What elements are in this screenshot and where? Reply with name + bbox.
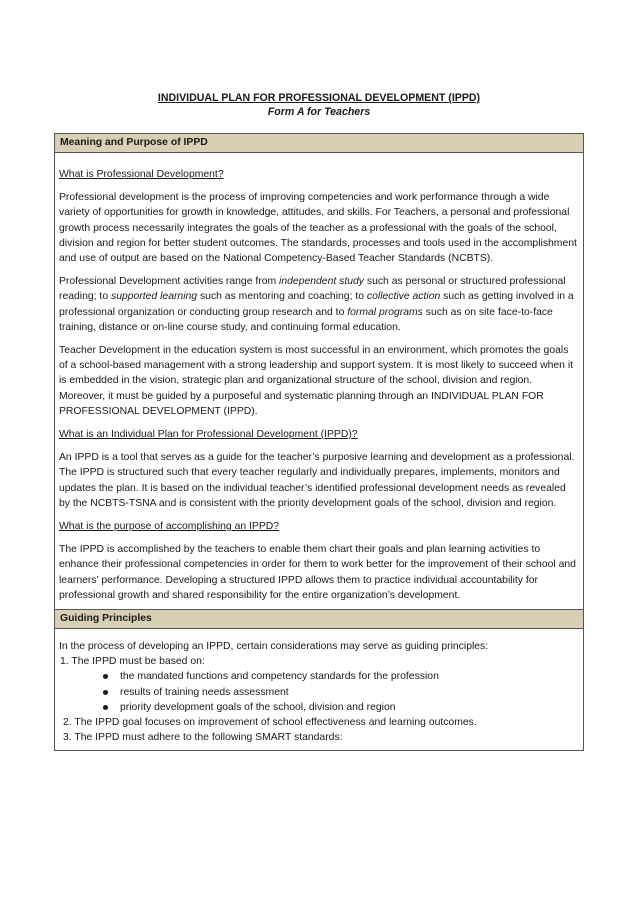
principle-item-3: 3. The IPPD must adhere to the following SMART standards: — [63, 732, 343, 744]
paragraph-teacher-development: Teacher Development in the education system is most successful in an environment, which promotes the goals of a school-based management with a strong leadership and support system. It is most likely to succeed when it is embedded in the vision, strategic plan and organizational structure of the school, division and region. Moreover, it must be guided by a purposeful and systematic planning through an INDIVIDUAL PLAN FOR PROFESSIONAL DEVELOPMENT (IPPD). — [59, 345, 574, 417]
paragraph-ippd-definition: An IPPD is a tool that serves as a guide for the teacher’s purposive learning and development as a professional. The IPPD is structured such that every teacher regularly and individually prepares, implements, monitors and updates the plan. It is based on the individual teacher’s identified professional development needs as revealed by the NCBTS-TSNA and is consistent with the priority development goals of the school, division and region. — [59, 452, 575, 509]
principle-item-1: 1. The IPPD must be based on: — [60, 656, 205, 668]
list-item: the mandated functions and competency standards for the profession — [103, 669, 579, 684]
section-heading-guiding-principles: Guiding Principles — [55, 609, 583, 629]
principle-1-bullet-list — [59, 669, 579, 715]
paragraph-pd-definition: Professional development is the process of improving competencies and work performance through a wide variety of opportunities for growth in knowledge, attitudes, and skills. For Teachers, a personal and professional growth process necessarily integrates the goals of the teacher as a professional with the goals of the school, division and region for better student outcomes. The standards, processes and tools used in the accomplishment and use of output are based on the National Competency-Based Teacher Standards (NCBTS). — [59, 192, 577, 265]
content-table — [54, 133, 584, 751]
paragraph-ippd-purpose: The IPPD is accomplished by the teachers to enable them chart their goals and plan learning activities to enhance their professional competencies in order for them to work better for the improvement of their school and learners’ performance. Developing a structured IPPD allows them to practice individual accountability for professional growth and shared responsibility for the entire organization’s development. — [59, 544, 576, 601]
document-page — [54, 92, 584, 751]
question-what-is-ippd: What is an Individual Plan for Professional Development (IPPD)? — [59, 429, 358, 441]
list-item: results of training needs assessment — [103, 685, 579, 700]
section-body-meaning — [55, 153, 583, 609]
guiding-principles-intro: In the process of developing an IPPD, certain considerations may serve as guiding principles: — [59, 641, 489, 653]
document-subtitle: Form A for Teachers — [267, 106, 371, 118]
question-what-is-pd: What is Professional Development? — [59, 169, 224, 180]
section-heading-meaning: Meaning and Purpose of IPPD — [55, 134, 583, 153]
section-body-guiding-principles — [55, 629, 583, 749]
paragraph-pd-activities: Professional Development activities range from independent study such as personal or structured professional reading; to supported learning such as mentoring and coaching; to collective action such as getting involved in a professional organization or conducting group research and to formal programs such as on site face-to-face training, distance or on-line course study, and continuing formal education. — [59, 276, 574, 333]
question-purpose-of-ippd: What is the purpose of accomplishing an IPPD? — [59, 521, 280, 533]
document-title: INDIVIDUAL PLAN FOR PROFESSIONAL DEVELOPMENT (IPPD) — [157, 92, 481, 104]
list-item: priority development goals of the school, division and region — [103, 700, 579, 715]
principle-item-2: 2. The IPPD goal focuses on improvement of school effectiveness and learning outcomes. — [63, 717, 477, 729]
